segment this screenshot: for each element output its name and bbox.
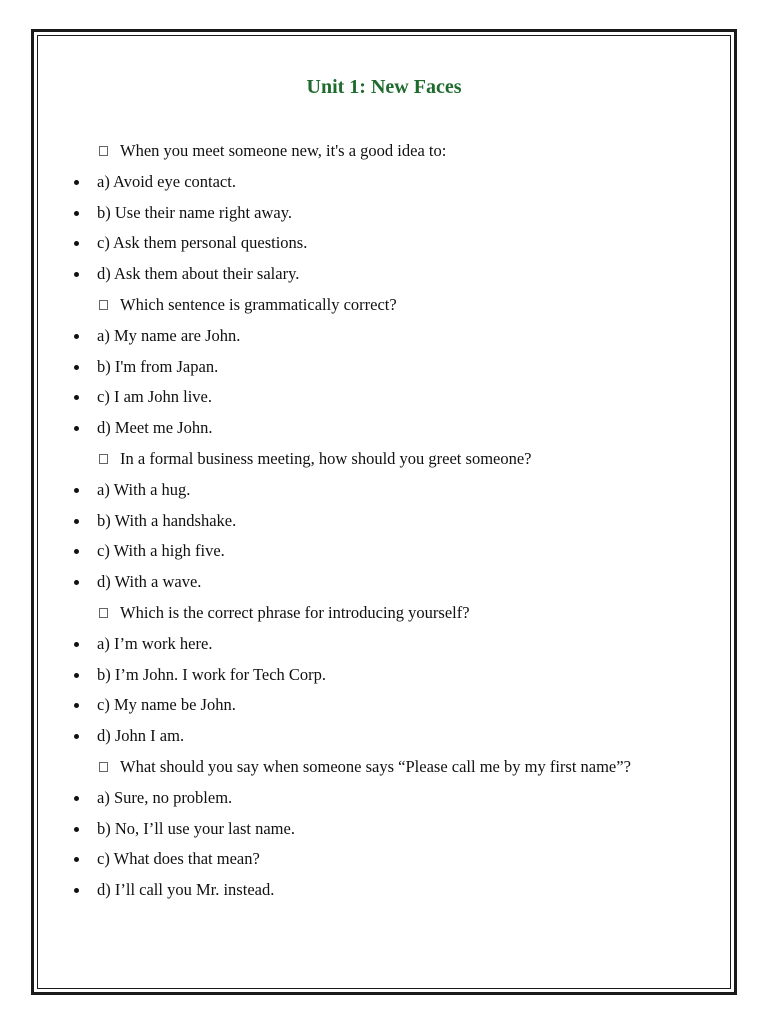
bullet-icon bbox=[74, 734, 79, 739]
option-item bbox=[0, 844, 768, 875]
bullet-icon bbox=[74, 827, 79, 832]
bullet-icon bbox=[74, 426, 79, 431]
option-text: d) John I am. bbox=[97, 726, 185, 746]
option-item bbox=[0, 352, 768, 383]
bullet-icon bbox=[74, 334, 79, 339]
bullet-icon bbox=[74, 549, 79, 554]
option-item bbox=[0, 814, 768, 845]
option-item bbox=[0, 721, 768, 752]
question-1 bbox=[0, 136, 768, 167]
bullet-icon bbox=[74, 519, 79, 524]
bullet-icon bbox=[74, 580, 79, 585]
option-text: d) I’ll call you Mr. instead. bbox=[97, 880, 275, 900]
question-checkbox-icon bbox=[99, 454, 108, 464]
option-text: c) My name be John. bbox=[97, 695, 236, 715]
option-text: c) I am John live. bbox=[97, 387, 213, 407]
option-item bbox=[0, 567, 768, 598]
option-text: c) With a high five. bbox=[97, 541, 225, 561]
question-text: When you meet someone new, it's a good idea to: bbox=[120, 141, 447, 160]
option-text: b) I’m John. I work for Tech Corp. bbox=[97, 664, 327, 684]
option-text: c) What does that mean? bbox=[97, 849, 260, 869]
question-4 bbox=[0, 598, 768, 629]
option-item bbox=[0, 629, 768, 660]
option-text: d) Meet me John. bbox=[97, 418, 213, 438]
option-item bbox=[0, 660, 768, 691]
question-text: In a formal business meeting, how should you greet someone? bbox=[120, 448, 532, 468]
option-text: b) No, I’ll use your last name. bbox=[97, 818, 295, 838]
option-item bbox=[0, 690, 768, 721]
bullet-icon bbox=[74, 395, 79, 400]
option-text: a) Sure, no problem. bbox=[97, 787, 233, 807]
question-text: What should you say when someone says “Please call me by my first name”? bbox=[120, 756, 631, 776]
option-text: c) Ask them personal questions. bbox=[97, 233, 308, 253]
option-text: b) I'm from Japan. bbox=[97, 356, 219, 376]
question-2 bbox=[0, 290, 768, 321]
option-item bbox=[0, 259, 768, 290]
option-item bbox=[0, 167, 768, 198]
question-3 bbox=[0, 444, 768, 475]
option-text: a) My name are John. bbox=[97, 325, 241, 345]
bullet-icon bbox=[74, 488, 79, 493]
option-item bbox=[0, 875, 768, 906]
option-item bbox=[0, 228, 768, 259]
bullet-icon bbox=[74, 888, 79, 893]
option-text: a) Avoid eye contact. bbox=[97, 171, 236, 191]
bullet-icon bbox=[74, 365, 79, 370]
bullet-icon bbox=[74, 272, 79, 277]
option-text: a) With a hug. bbox=[97, 479, 191, 499]
option-item bbox=[0, 413, 768, 444]
bullet-icon bbox=[74, 642, 79, 647]
option-item bbox=[0, 382, 768, 413]
option-item bbox=[0, 321, 768, 352]
option-item bbox=[0, 506, 768, 537]
option-item bbox=[0, 198, 768, 229]
bullet-icon bbox=[74, 703, 79, 708]
option-text: b) Use their name right away. bbox=[97, 202, 293, 222]
question-text: Which is the correct phrase for introducing yourself? bbox=[120, 602, 470, 622]
bullet-icon bbox=[74, 673, 79, 678]
bullet-icon bbox=[74, 180, 79, 185]
bullet-icon bbox=[74, 211, 79, 216]
option-text: b) With a handshake. bbox=[97, 510, 237, 530]
question-checkbox-icon bbox=[99, 300, 108, 310]
option-item bbox=[0, 783, 768, 814]
quiz-content bbox=[0, 136, 768, 906]
page-title: Unit 1: New Faces bbox=[306, 76, 462, 98]
bullet-icon bbox=[74, 796, 79, 801]
option-item bbox=[0, 536, 768, 567]
option-text: a) I’m work here. bbox=[97, 633, 213, 653]
question-5 bbox=[0, 752, 768, 783]
option-item bbox=[0, 475, 768, 506]
question-checkbox-icon bbox=[99, 762, 108, 772]
question-checkbox-icon bbox=[99, 146, 108, 156]
question-checkbox-icon bbox=[99, 608, 108, 618]
option-text: d) Ask them about their salary. bbox=[97, 264, 300, 284]
bullet-icon bbox=[74, 241, 79, 246]
bullet-icon bbox=[74, 857, 79, 862]
option-text: d) With a wave. bbox=[97, 572, 202, 592]
question-text: Which sentence is grammatically correct? bbox=[120, 294, 397, 314]
